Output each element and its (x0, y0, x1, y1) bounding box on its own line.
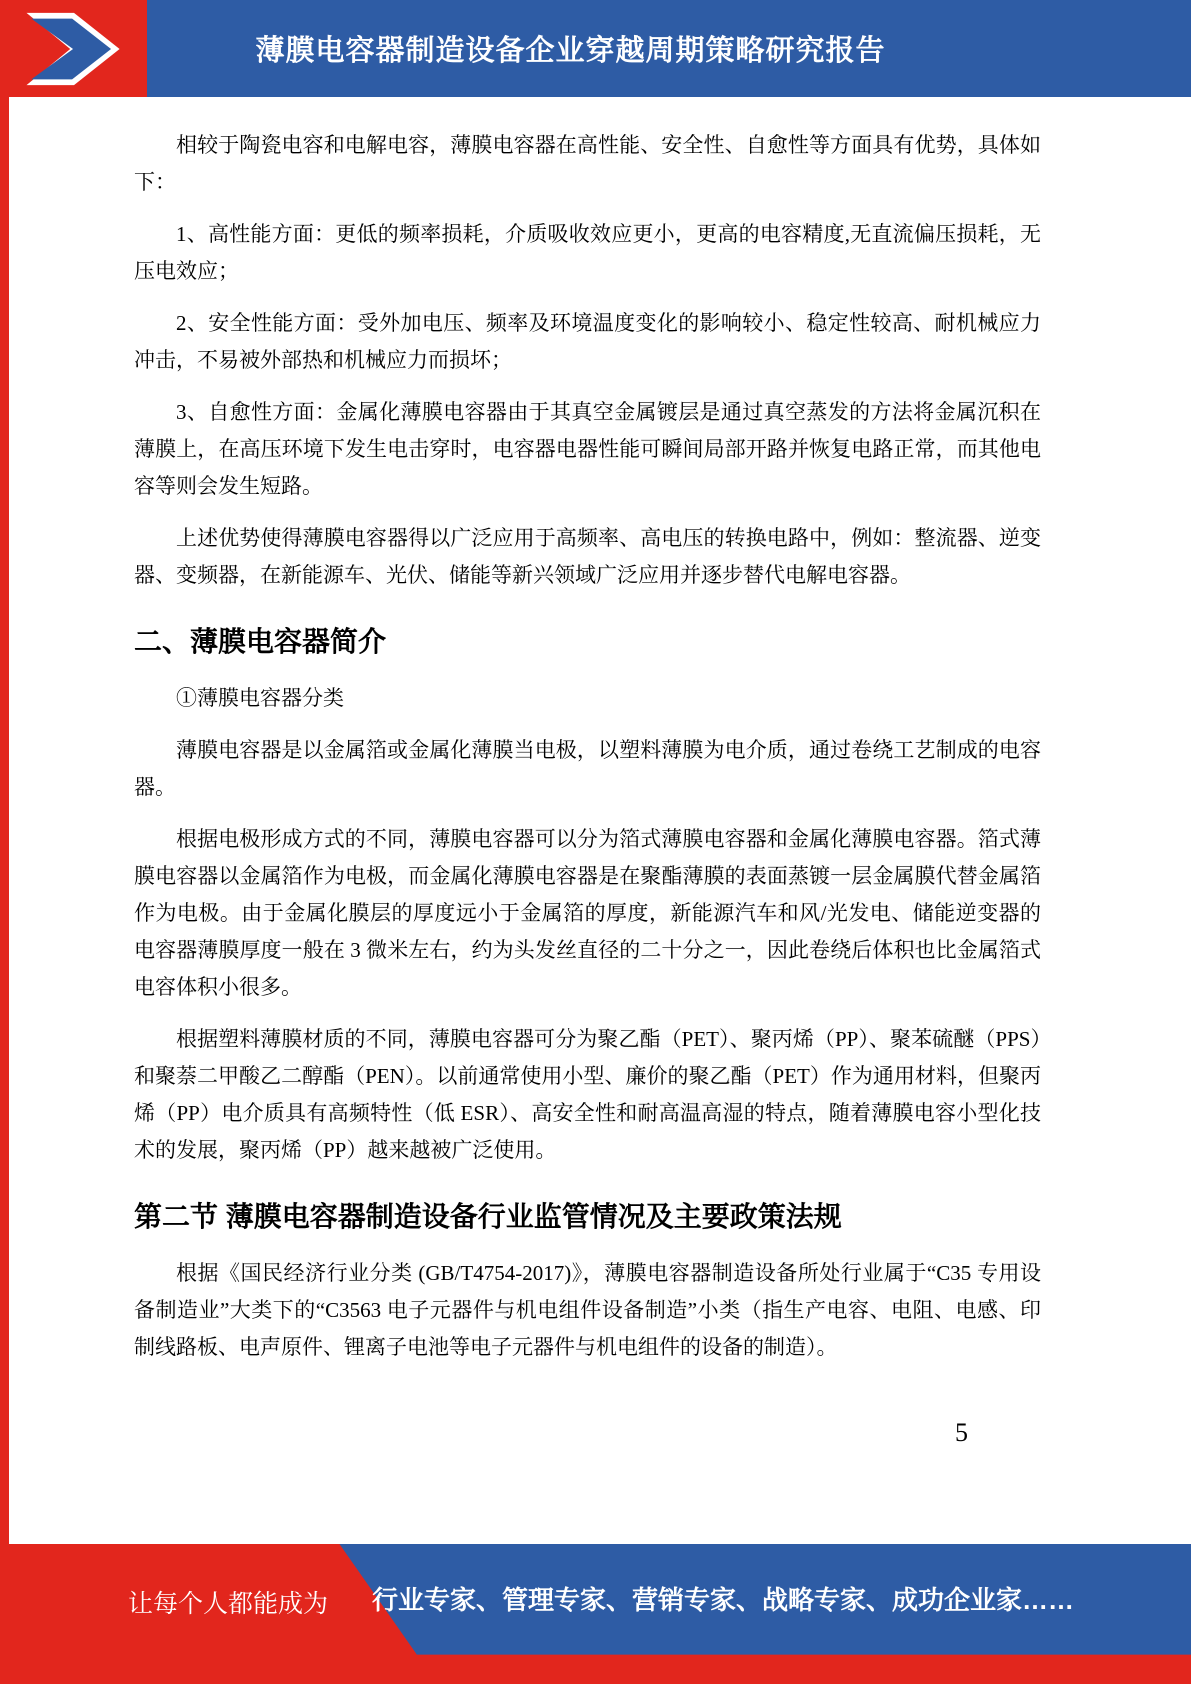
page-number: 5 (955, 1418, 968, 1447)
footer-experts-text: 行业专家、管理专家、营销专家、战略专家、成功企业家…… (372, 1585, 1075, 1615)
paragraph: 2、安全性能方面：受外加电压、频率及环境温度变化的影响较小、稳定性较高、耐机械应力冲击，不易被外部热和机械应力而损坏； (134, 311, 1041, 372)
section-heading: 二、薄膜电容器简介 (134, 626, 387, 657)
paragraph: 根据塑料薄膜材质的不同，薄膜电容器可分为聚乙酯（PET）、聚丙烯（PP）、聚苯硫醚（PPS）和聚萘二甲酸乙二醇酯（PEN）。以前通常使用小型、廉价的聚乙酯（PET）作为通用材料，但聚丙烯（PP）电介质具有高频特性（低 ESR）、高安全性和耐高温高湿的特点，随着薄膜电容小型化技术的发展，聚丙烯（PP）越来越被广泛使用。 (134, 1027, 1041, 1162)
paragraph: 根据电极形成方式的不同，薄膜电容器可以分为箔式薄膜电容器和金属化薄膜电容器。箔式薄膜电容器以金属箔作为电极，而金属化薄膜电容器是在聚酯薄膜的表面蒸镀一层金属膜代替金属箔作为电极。由于金属化膜层的厚度远小于金属箔的厚度，新能源汽车和风/光发电、储能逆变器的电容器薄膜厚度一般在 3 微米左右，约为头发丝直径的二十分之一，因此卷绕后体积也比金属箔式电容体积小很多。 (134, 827, 1041, 999)
paragraph: ①薄膜电容器分类 (176, 686, 344, 710)
paragraph: 薄膜电容器是以金属箔或金属化薄膜当电极，以塑料薄膜为电介质，通过卷绕工艺制成的电容器。 (134, 738, 1041, 799)
paragraph: 相较于陶瓷电容和电解电容，薄膜电容器在高性能、安全性、自愈性等方面具有优势，具体如下： (134, 133, 1041, 194)
paragraph: 根据《国民经济行业分类 (GB/T4754-2017)》，薄膜电容器制造设备所处行业属于“C35 专用设备制造业”大类下的“C3563 电子元器件与机电组件设备制造”小类（指生产电容、电阻、电感、印制线路板、电声原件、锂离子电池等电子元器件与机电组件的设备的制造）。 (134, 1261, 1041, 1359)
document-body (0, 97, 1191, 1381)
report-title: 薄膜电容器制造设备企业穿越周期策略研究报告 (255, 35, 886, 67)
paragraph: 上述优势使得薄膜电容器得以广泛应用于高频率、高电压的转换电路中，例如：整流器、逆变器、变频器，在新能源车、光伏、储能等新兴领域广泛应用并逐步替代电解电容器。 (134, 526, 1041, 587)
footer-slogan: 让每个人都能成为 (128, 1590, 329, 1618)
page-footer (0, 1544, 1191, 1684)
section-heading: 第二节 薄膜电容器制造设备行业监管情况及主要政策法规 (134, 1201, 842, 1232)
report-header (0, 0, 1191, 97)
paragraph: 1、高性能方面：更低的频率损耗，介质吸收效应更小，更高的电容精度,无直流偏压损耗，无压电效应； (134, 222, 1041, 283)
paragraph: 3、自愈性方面：金属化薄膜电容器由于其真空金属镀层是通过真空蒸发的方法将金属沉积在薄膜上，在高压环境下发生电击穿时，电容器电器性能可瞬间局部开路并恢复电路正常，而其他电容等则会发生短路。 (134, 400, 1041, 498)
